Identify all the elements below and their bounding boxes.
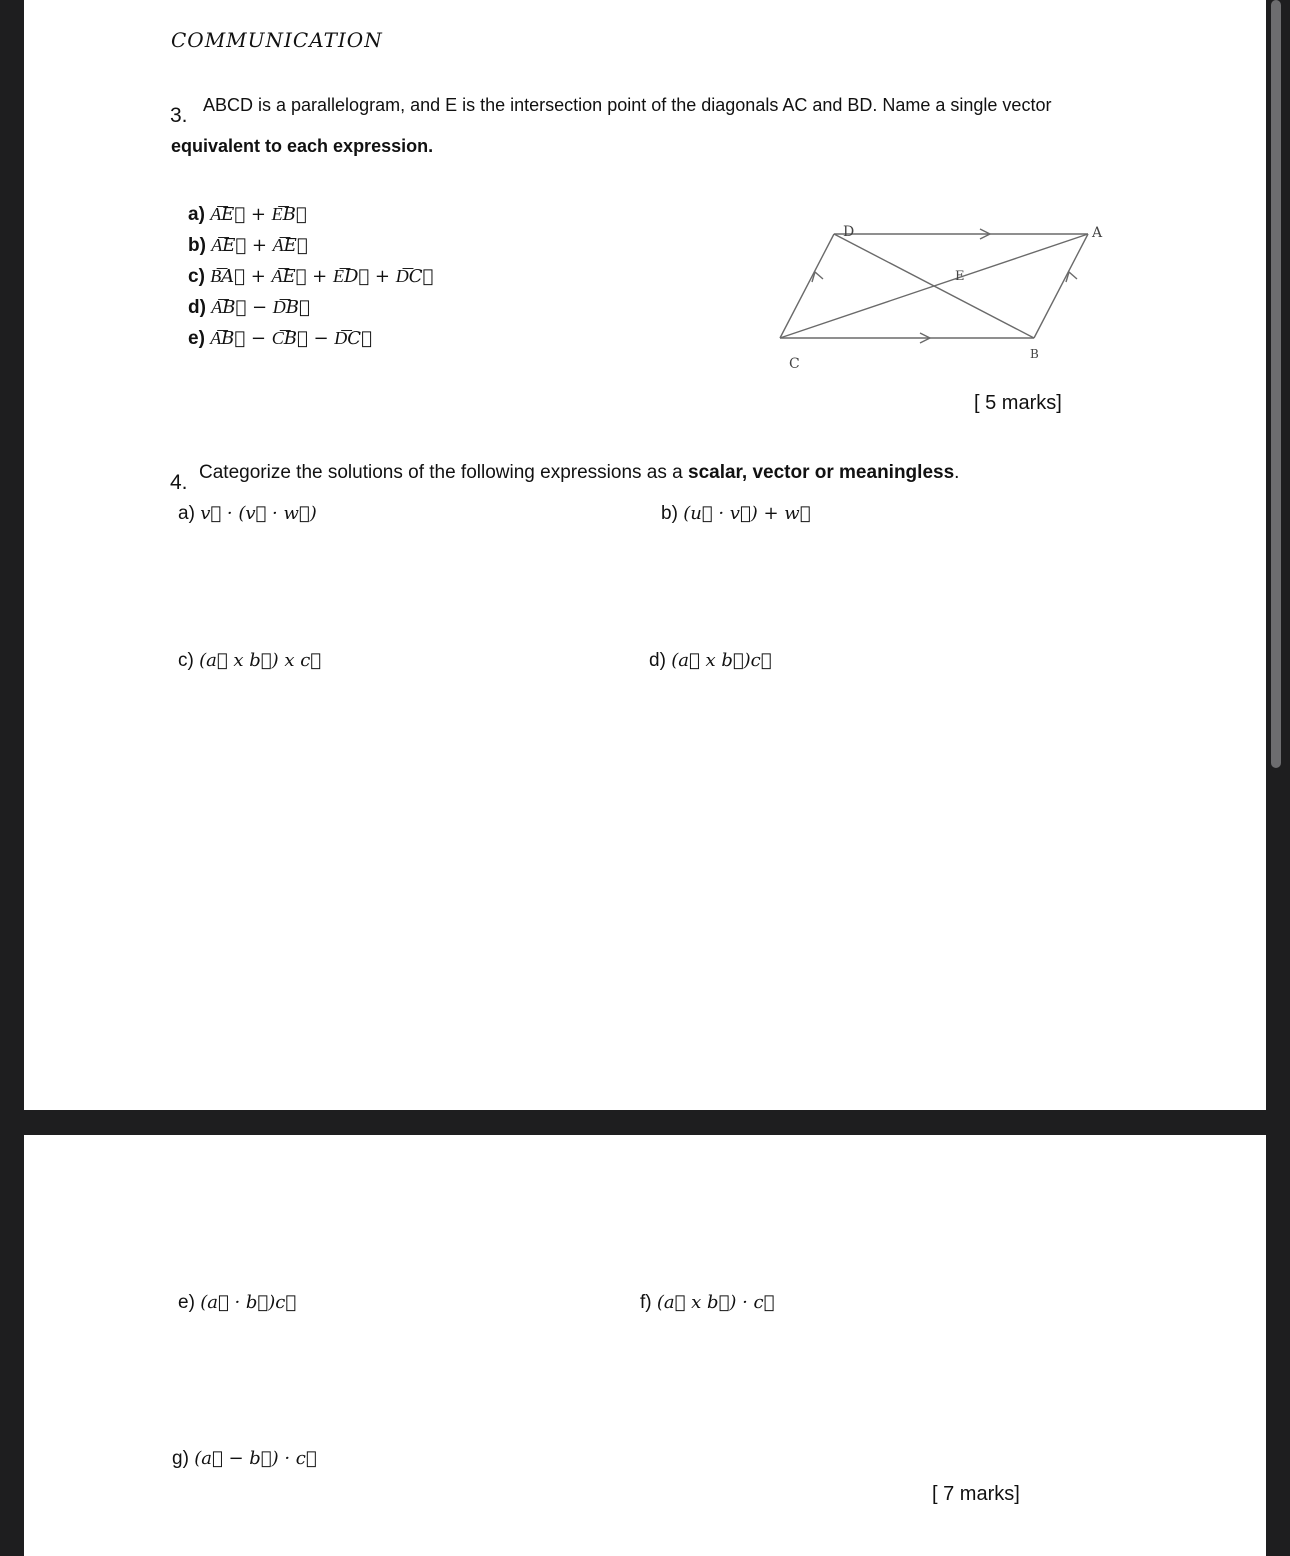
q4-item-label: f)	[640, 1292, 652, 1313]
q3-item-b	[188, 235, 308, 257]
q4-item-expression: (u⃗ · v⃗) + w⃗	[683, 503, 811, 524]
q4-item-b	[661, 503, 811, 525]
vertex-label-c: C	[789, 356, 800, 372]
q3-item-label: b)	[188, 235, 206, 256]
q4-item-e	[178, 1292, 296, 1314]
q4-item-a	[178, 503, 317, 525]
q3-item-expression: A͞B⃗ − C͞B⃗ − D͞C⃗	[210, 328, 372, 349]
q3-item-c	[188, 266, 433, 288]
q3-item-e	[188, 328, 372, 350]
q4-text-plain: Categorize the solutions of the following expressions as a	[199, 462, 688, 483]
vertex-label-d: D	[843, 224, 855, 240]
q4-item-expression: (a⃗ x b⃗) x c⃗	[199, 650, 322, 671]
q3-text-line2: equivalent to each expression.	[171, 136, 434, 156]
q4-text-bold: scalar, vector or meaningless	[688, 462, 955, 483]
q4-item-label: d)	[649, 650, 666, 671]
vertex-label-e: E	[955, 269, 965, 284]
q4-text-end: .	[954, 462, 960, 483]
q4-item-expression: (a⃗ x b⃗)c⃗	[671, 650, 772, 671]
q3-item-label: a)	[188, 204, 205, 225]
worksheet-page-2	[24, 1135, 1266, 1556]
q4-item-g	[172, 1448, 317, 1470]
q3-item-label: d)	[188, 297, 206, 318]
q4-item-expression: (a⃗ x b⃗) · c⃗	[656, 1292, 775, 1313]
q4-item-expression: v⃗ · (v⃗ · w⃗)	[200, 503, 317, 524]
q4-item-label: a)	[178, 503, 195, 524]
section-heading: COMMUNICATION	[171, 28, 383, 52]
q3-text-line1: ABCD is a parallelogram, and E is the intersection point of the diagonals AC and BD. Name a single vector	[203, 95, 1052, 115]
vertex-label-b: B	[1030, 347, 1039, 361]
q3-item-expression: A͞E⃗ + E͞B⃗	[210, 204, 307, 225]
q3-item-d	[188, 297, 310, 319]
q4-number: 4.	[170, 471, 188, 494]
q3-item-label: e)	[188, 328, 205, 349]
diagonal-db	[834, 234, 1034, 338]
q3-item-expression: A͞E⃗ + A͞E⃗	[211, 235, 308, 256]
q4-marks: [ 7 marks]	[932, 1483, 1020, 1505]
q4-item-label: e)	[178, 1292, 195, 1313]
q3-marks: [ 5 marks]	[974, 392, 1062, 414]
parallelogram-diagram	[748, 210, 1128, 380]
vertex-label-a: A	[1092, 225, 1103, 241]
q3-number: 3.	[170, 104, 188, 127]
q3-item-a	[188, 204, 307, 226]
q3-item-expression: A͞B⃗ − D͞B⃗	[211, 297, 310, 318]
q4-item-label: b)	[661, 503, 678, 524]
q4-item-f	[640, 1292, 774, 1314]
q4-text	[199, 462, 959, 484]
q4-item-expression: (a⃗ − b⃗) · c⃗	[194, 1448, 317, 1469]
q4-item-label: c)	[178, 650, 194, 671]
q3-item-expression: B͞A⃗ + A͞E⃗ + E͞D⃗ + D͞C⃗	[210, 266, 434, 287]
worksheet-page-1	[24, 0, 1266, 1110]
q4-item-d	[649, 650, 772, 672]
q4-item-c	[178, 650, 321, 672]
q3-item-label: c)	[188, 266, 205, 287]
vertical-scrollbar-thumb[interactable]	[1271, 0, 1281, 768]
q4-item-expression: (a⃗ · b⃗)c⃗	[200, 1292, 297, 1313]
q4-item-label: g)	[172, 1448, 189, 1469]
